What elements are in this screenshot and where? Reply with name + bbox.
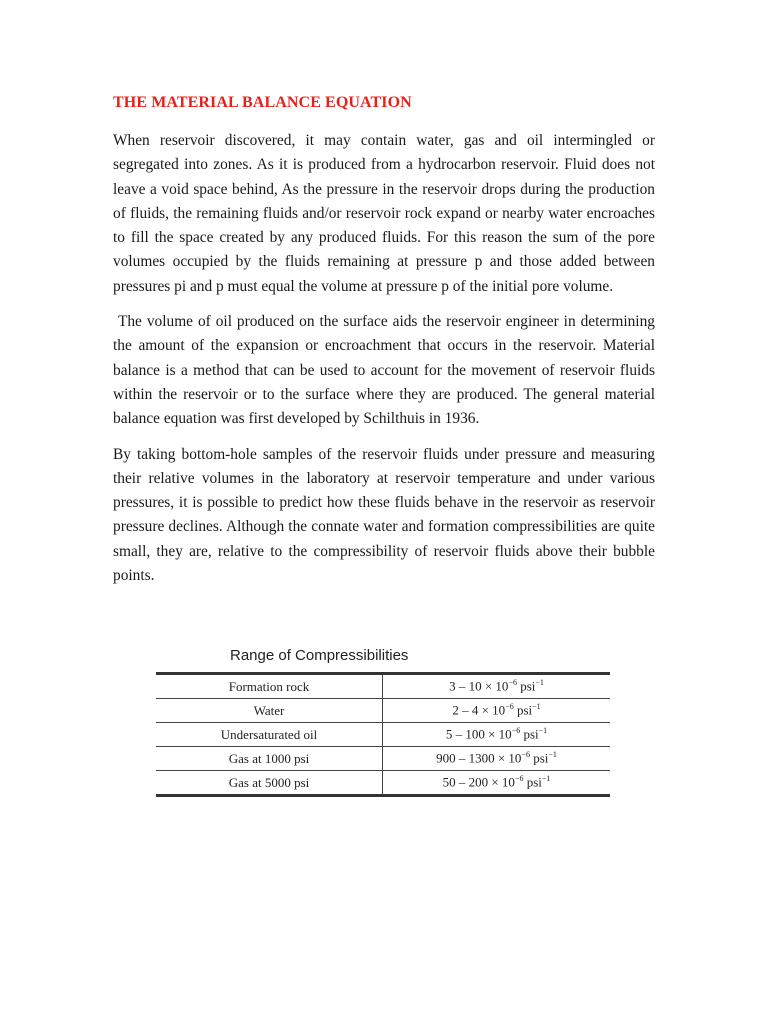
document-body xyxy=(113,92,659,599)
row-label: Gas at 5000 psi xyxy=(156,771,383,796)
section-heading: THE MATERIAL BALANCE EQUATION xyxy=(113,94,412,111)
row-range: $3 - 10 \times 10^{-6}$ psi$^{-1}$ xyxy=(383,674,611,699)
row-label: Gas at 1000 psi xyxy=(156,747,383,771)
compressibility-table-figure xyxy=(156,646,611,797)
table-row xyxy=(156,674,610,699)
row-range: $5 - 100 \times 10^{-6}$ psi$^{-1}$ xyxy=(383,723,611,747)
table-title: Range of Compressibilities xyxy=(230,647,409,664)
compressibility-table xyxy=(156,672,610,797)
paragraph-3: By taking bottom-hole samples of the reservoir fluids under pressure and measuring their relative volumes in the laboratory at reservoir temperature and under various pressures, it is possible to predict how these fluids behave in the reservoir as reservoir pressure declines. Although the connate water and formation compressibilities are quite small, they are, relative to the compressibility of reservoir fluids above their bubble points. xyxy=(113,445,655,585)
row-range: $2 - 4 \times 10^{-6}$ psi$^{-1}$ xyxy=(383,699,611,723)
row-label: Water xyxy=(156,699,383,723)
table-row xyxy=(156,771,610,796)
paragraph-2: The volume of oil produced on the surface aids the reservoir engineer in determining the amount of the expansion or encroachment that occurs in the reservoir. Material balance is a method that can be used to account for the movement of reservoir fluids within the reservoir or to the surface where they are produced. The general material balance equation was first developed by Schilthuis in 1936. xyxy=(113,313,659,428)
row-range: $50 - 200 \times 10^{-6}$ psi$^{-1}$ xyxy=(442,774,551,790)
row-label: Formation rock xyxy=(156,674,383,699)
table-row xyxy=(156,747,610,771)
paragraph-1: When reservoir discovered, it may contain water, gas and oil intermingled or segregated into zones. As it is produced from a hydrocarbon reservoir. Fluid does not leave a void space behind, As the pressure in the reservoir drops during the production of fluids, the remaining fluids and/or reservoir rock expand or nearby water encroaches to fill the space created by any produced fluids. For this reason the sum of the pore volumes occupied by the fluids remaining at pressure p and those added between pressures pi and p must equal the volume at pressure p of the initial pore volume. xyxy=(113,132,655,295)
row-label: Undersaturated oil xyxy=(156,723,383,747)
row-range: $900 - 1300 \times 10^{-6}$ psi$^{-1}$ xyxy=(383,747,611,771)
table-row xyxy=(156,699,610,723)
table-row xyxy=(156,723,610,747)
